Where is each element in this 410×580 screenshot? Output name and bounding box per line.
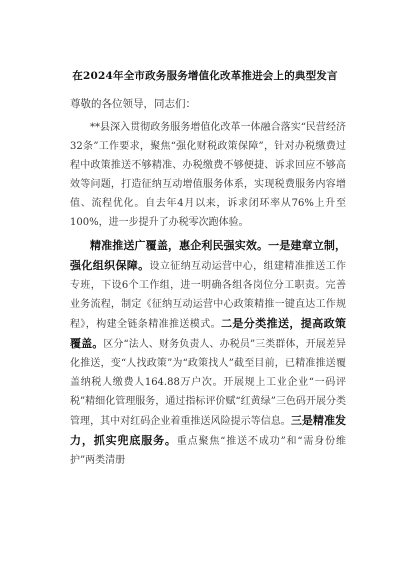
section-paragraph (70, 236, 346, 470)
section-heading-2: 二是分类推送，提高政策覆盖。 (70, 317, 346, 350)
section-text-1: 设立征纳互动运营中心，组建精准推送工作专班，下设6个工作组，进一明确各组各岗位分工职责。完善业务流程，制定《征纳互动运营中心政策精推一键直达工作规程》，构建全链条精准推送模式。 (70, 261, 347, 330)
document-title: 在2024年全市政务服务增值化改革推进会上的典型发言 (72, 70, 338, 82)
section-text-3: 重点聚焦“推送不成功”和“需身份维护”两类清册 (70, 436, 346, 466)
section-text-2: 区分“法人、财务负责人、办税员”三类群体，开展差异化推送，变“人找政策”为“政策找人”截至目前，已精准推送覆盖纳税人缴费人164.88万户次。开展规上工业企业“一码评税”精细化管理服务，通过指标评价赋“红黄绿”三色码开展分类管理，其中对红码企业着重推送风险提示等信息。 (70, 339, 346, 427)
section-heading-1: 精准推送广覆盖，惠企利民强实效。一是建章立制，强化组织保障。 (70, 239, 346, 272)
intro-paragraph: **县深入贯彻政务服务增值化改革一体融合落实“民营经济32条”工作要求，聚焦“强化财税政策保障”，针对办税缴费过程中政策推送不够精准、办税缴费不够便捷、诉求回应不够高效等问题，打造征纳互动增值服务体系，实现税费服务内容增值、流程优化。自去年4月以来，诉求闭环率从76%上升至100%，进一步提升了办税零次跑体验。 (70, 122, 346, 228)
section-heading-3: 三是精准发力，抓实兜底服务。 (70, 414, 347, 447)
document-body (70, 118, 346, 474)
salutation: 尊敬的各位领导，同志们： (70, 98, 196, 110)
